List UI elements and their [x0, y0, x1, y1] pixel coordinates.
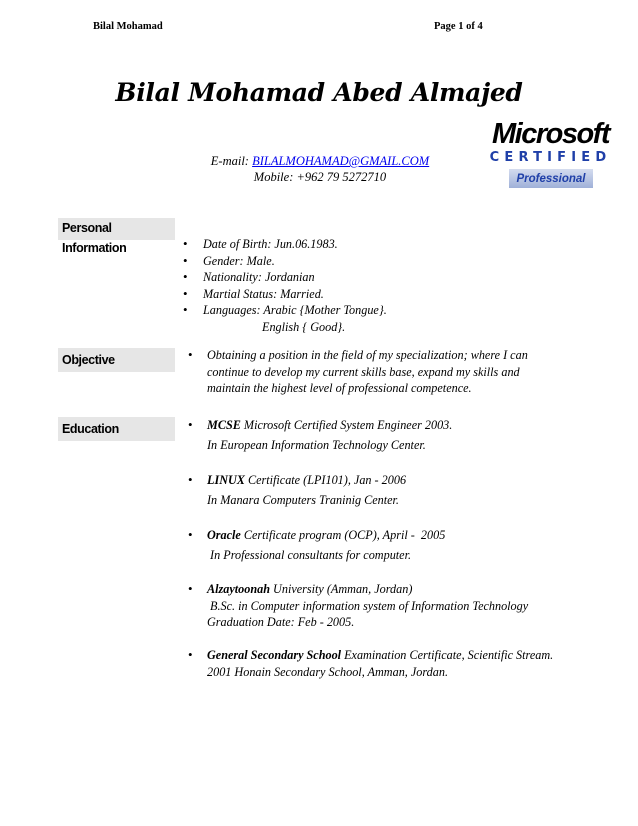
bullet-icon: • — [188, 647, 193, 662]
logo-level: Professional — [516, 173, 586, 185]
bullet-icon: • — [188, 417, 193, 432]
personal-info-list — [183, 236, 583, 319]
logo-level-badge — [509, 169, 593, 188]
list-item: • Martial Status: Married. — [183, 286, 583, 303]
education-entry — [188, 417, 588, 453]
education-title: LINUX — [207, 473, 245, 487]
bullet-icon: • — [188, 581, 193, 596]
languages-extra: English { Good}. — [262, 320, 346, 334]
objective-line: Obtaining a position in the field of my specialization; where I can — [207, 348, 528, 362]
education-title: MCSE — [207, 418, 241, 432]
education-title: Oracle — [207, 528, 241, 542]
list-item: • Nationality: Jordanian — [183, 269, 583, 286]
email-link[interactable]: BILALMOHAMAD@GMAIL.COM — [252, 154, 430, 168]
mobile-line: Mobile: +962 79 5272710 — [253, 170, 387, 184]
education-entry — [188, 647, 588, 680]
education-line: B.Sc. in Computer information system of Information Technology — [207, 598, 529, 613]
education-line: 2001 Honain Secondary School, Amman, Jordan. — [207, 664, 449, 679]
section-heading-objective: Objective — [58, 348, 175, 372]
microsoft-certified-logo — [483, 118, 618, 190]
list-item: • Date of Birth: Jun.06.1983. — [183, 236, 583, 253]
education-line: In European Information Technology Center. — [207, 437, 426, 452]
education-entry — [188, 472, 588, 508]
education-detail: Certificate (LPI101), Jan - 2006 — [244, 473, 407, 487]
logo-brand: Microsoft — [492, 118, 609, 150]
education-detail: Examination Certificate, Scientific Stream. — [341, 648, 554, 662]
education-title: General Secondary School — [207, 648, 342, 662]
bullet-icon: • — [188, 527, 193, 542]
section-heading-personal: Personal Information — [58, 218, 175, 240]
education-detail: Certificate program (OCP), April - 2005 — [240, 528, 446, 542]
objective-entry — [188, 347, 588, 397]
bullet-icon: • — [188, 472, 193, 487]
education-detail: Microsoft Certified System Engineer 2003. — [240, 418, 453, 432]
list-item: • Languages: Arabic {Mother Tongue}. — [183, 302, 583, 319]
education-line: In Professional consultants for computer. — [207, 547, 412, 562]
logo-certified: CERTIFIED — [489, 150, 612, 165]
education-line: In Manara Computers Traninig Center. — [207, 492, 399, 507]
email-line — [150, 153, 490, 169]
header-author: Bilal Mohamad — [93, 21, 163, 32]
education-entry — [188, 527, 588, 563]
section-heading-education: Education — [58, 417, 175, 441]
education-entry — [188, 581, 588, 631]
header-page-number: Page 1 of 4 — [434, 21, 483, 32]
bullet-icon: • — [188, 347, 193, 362]
education-line: Graduation Date: Feb - 2005. — [207, 615, 355, 629]
objective-line: maintain the highest level of professional competence. — [207, 381, 472, 395]
education-title: Alzaytoonah — [207, 582, 270, 596]
list-item: • Gender: Male. — [183, 253, 583, 270]
objective-line: continue to develop my current skills base, expand my skills and — [207, 364, 520, 379]
email-label: E-mail: — [210, 154, 253, 168]
education-detail: University (Amman, Jordan) — [270, 582, 413, 596]
page-title: Bilal Mohamad Abed Almajed — [115, 78, 523, 107]
